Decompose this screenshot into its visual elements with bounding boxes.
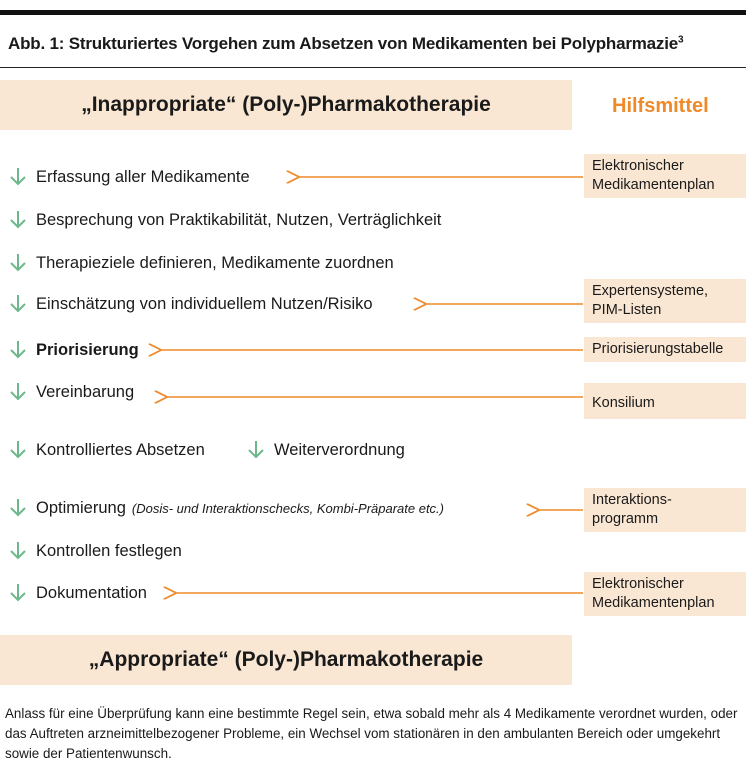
arrow-down-icon xyxy=(8,497,28,519)
step-label: Dokumentation xyxy=(36,583,147,602)
tool-medikamentenplan: Elektronischer Medikamentenplan xyxy=(584,154,746,198)
step-erfassung xyxy=(8,165,250,189)
tool-expertensysteme: Expertensysteme, PIM-Listen xyxy=(584,279,746,323)
step-kontrollen xyxy=(8,539,182,563)
step-label: Einschätzung von individuellem Nutzen/Risiko xyxy=(36,294,373,313)
step-optimierung xyxy=(8,496,444,520)
tool-medikamentenplan-2: Elektronischer Medikamentenplan xyxy=(584,572,746,616)
tool-priorisierungstabelle: Priorisierungstabelle xyxy=(584,337,746,362)
arrow-down-icon xyxy=(8,339,28,361)
arrow-down-icon xyxy=(8,540,28,562)
step-label: Vereinbarung xyxy=(36,382,135,401)
step-kontrolliertes-absetzen xyxy=(8,438,205,462)
step-label: Besprechung von Praktikabilität, Nutzen, Verträglichkeit xyxy=(36,210,442,229)
step-vereinbarung xyxy=(8,380,134,404)
tool-interaktionsprogramm: Interaktions- programm xyxy=(584,488,746,532)
step-besprechung xyxy=(8,208,441,232)
top-band-label: „Inappropriate“ (Poly-)Pharmakotherapie xyxy=(0,80,572,130)
arrow-down-icon xyxy=(8,252,28,274)
footnote: Anlass für eine Überprüfung kann eine bestimmte Regel sein, etwa sobald mehr als 4 Medikamente verordnet wurden, oder das Auftreten arzneimittelbezogener Probleme, ein Wechsel vom stationären in den ambulanten Bereich oder umgekehrt sowie der Patientenwunsch. xyxy=(5,706,738,761)
arrow-down-icon xyxy=(8,439,28,461)
tool-konsilium: Konsilium xyxy=(584,383,746,419)
step-einschaetzung xyxy=(8,292,373,316)
tools-heading: Hilfsmittel xyxy=(612,95,709,117)
title-superscript: 3 xyxy=(678,34,684,46)
step-priorisierung xyxy=(8,338,139,362)
step-weiterverordnung xyxy=(246,438,405,462)
step-note: (Dosis- und Interaktionschecks, Kombi-Präparate etc.) xyxy=(131,500,445,516)
arrow-down-icon xyxy=(8,209,28,231)
step-label: Priorisierung xyxy=(36,340,139,359)
bottom-band-label: „Appropriate“ (Poly-)Pharmakotherapie xyxy=(0,635,572,685)
step-therapieziele xyxy=(8,251,394,275)
figure-title: Abb. 1: Strukturiertes Vorgehen zum Absetzen von Medikamenten bei Polypharmazie$^3$ xyxy=(8,34,684,53)
arrow-down-icon xyxy=(8,381,28,403)
step-label: Erfassung aller Medikamente xyxy=(36,167,250,186)
step-label: Optimierung xyxy=(36,498,126,517)
step-label: Weiterverordnung xyxy=(274,440,405,459)
arrow-down-icon xyxy=(8,293,28,315)
arrow-down-icon xyxy=(8,166,28,188)
step-dokumentation xyxy=(8,581,147,605)
step-label: Kontrollen festlegen xyxy=(36,541,182,560)
step-label: Kontrolliertes Absetzen xyxy=(36,440,205,459)
step-label: Therapieziele definieren, Medikamente zuordnen xyxy=(36,253,394,272)
arrow-down-icon xyxy=(8,582,28,604)
arrow-down-icon xyxy=(246,439,266,461)
